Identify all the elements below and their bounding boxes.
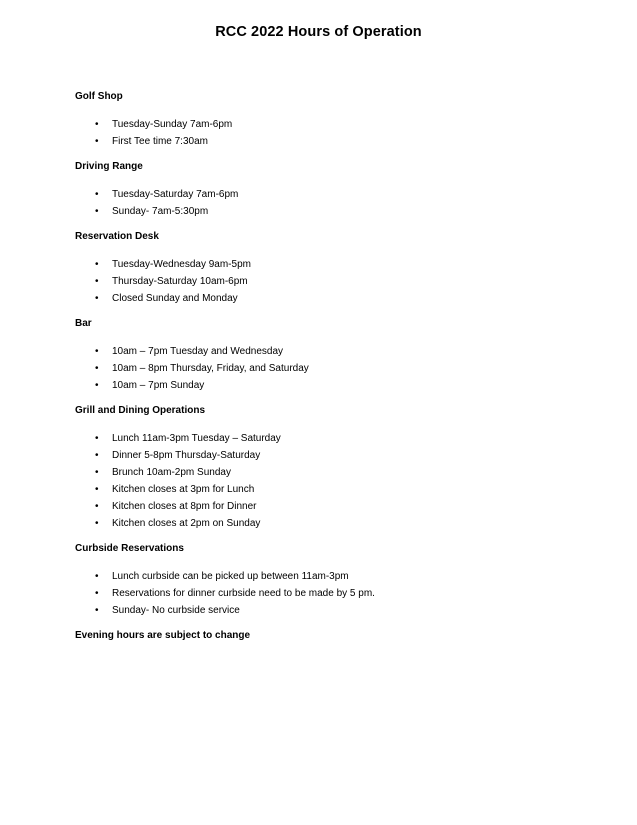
bullet-list <box>75 430 595 532</box>
bullet-icon: • <box>95 518 99 529</box>
list-item-text: 10am – 7pm Tuesday and Wednesday <box>112 346 284 357</box>
bullet-icon: • <box>95 206 99 217</box>
section-heading: Bar <box>75 318 92 329</box>
list-item-text: 10am – 8pm Thursday, Friday, and Saturday <box>112 363 309 374</box>
list-item <box>75 568 595 585</box>
bullet-icon: • <box>95 605 99 616</box>
list-item-text: 10am – 7pm Sunday <box>112 380 205 391</box>
list-item-text: Kitchen closes at 3pm for Lunch <box>112 484 255 495</box>
list-item-text: Closed Sunday and Monday <box>112 293 238 304</box>
bullet-icon: • <box>95 433 99 444</box>
section-heading: Curbside Reservations <box>75 543 184 554</box>
bullet-icon: • <box>95 293 99 304</box>
list-item <box>75 602 595 619</box>
list-item <box>75 430 595 447</box>
list-item <box>75 116 595 133</box>
list-item <box>75 377 595 394</box>
bullet-list <box>75 568 595 619</box>
list-item-text: Sunday- 7am-5:30pm <box>112 206 209 217</box>
list-item <box>75 273 595 290</box>
bullet-icon: • <box>95 189 99 200</box>
footer-note: Evening hours are subject to change <box>75 630 251 641</box>
list-item-text: First Tee time 7:30am <box>112 136 208 147</box>
list-item <box>75 464 595 481</box>
bullet-icon: • <box>95 259 99 270</box>
bullet-icon: • <box>95 501 99 512</box>
bullet-icon: • <box>95 571 99 582</box>
bullet-list <box>75 256 595 307</box>
list-item-text: Kitchen closes at 2pm on Sunday <box>112 518 261 529</box>
list-item-text: Lunch 11am-3pm Tuesday – Saturday <box>112 433 281 444</box>
page-title: RCC 2022 Hours of Operation <box>215 24 422 40</box>
list-item <box>75 133 595 150</box>
list-item-text: Tuesday-Wednesday 9am-5pm <box>112 259 251 270</box>
list-item-text: Thursday-Saturday 10am-6pm <box>112 276 248 287</box>
bullet-icon: • <box>95 119 99 130</box>
bullet-icon: • <box>95 346 99 357</box>
bullet-icon: • <box>95 380 99 391</box>
list-item <box>75 360 595 377</box>
bullet-icon: • <box>95 467 99 478</box>
list-item <box>75 186 595 203</box>
bullet-icon: • <box>95 276 99 287</box>
sections-container <box>75 90 595 619</box>
list-item <box>75 481 595 498</box>
list-item-text: Dinner 5-8pm Thursday-Saturday <box>112 450 261 461</box>
document-content <box>75 90 595 643</box>
list-item-text: Reservations for dinner curbside need to be made by 5 pm. <box>112 588 375 599</box>
section-heading: Golf Shop <box>75 91 123 102</box>
bullet-list <box>75 186 595 220</box>
section-heading: Grill and Dining Operations <box>75 405 206 416</box>
list-item <box>75 498 595 515</box>
bullet-list <box>75 116 595 150</box>
bullet-icon: • <box>95 588 99 599</box>
section-heading: Driving Range <box>75 161 143 172</box>
list-item <box>75 256 595 273</box>
bullet-icon: • <box>95 484 99 495</box>
list-item <box>75 515 595 532</box>
list-item-text: Sunday- No curbside service <box>112 605 240 616</box>
list-item <box>75 290 595 307</box>
bullet-icon: • <box>95 136 99 147</box>
bullet-list <box>75 343 595 394</box>
list-item <box>75 585 595 602</box>
bullet-icon: • <box>95 363 99 374</box>
list-item <box>75 447 595 464</box>
list-item <box>75 343 595 360</box>
section-heading: Reservation Desk <box>75 231 159 242</box>
list-item-text: Brunch 10am-2pm Sunday <box>112 467 231 478</box>
list-item-text: Tuesday-Sunday 7am-6pm <box>112 119 233 130</box>
list-item-text: Tuesday-Saturday 7am-6pm <box>112 189 239 200</box>
list-item-text: Lunch curbside can be picked up between 11am-3pm <box>112 571 349 582</box>
bullet-icon: • <box>95 450 99 461</box>
list-item-text: Kitchen closes at 8pm for Dinner <box>112 501 257 512</box>
list-item <box>75 203 595 220</box>
